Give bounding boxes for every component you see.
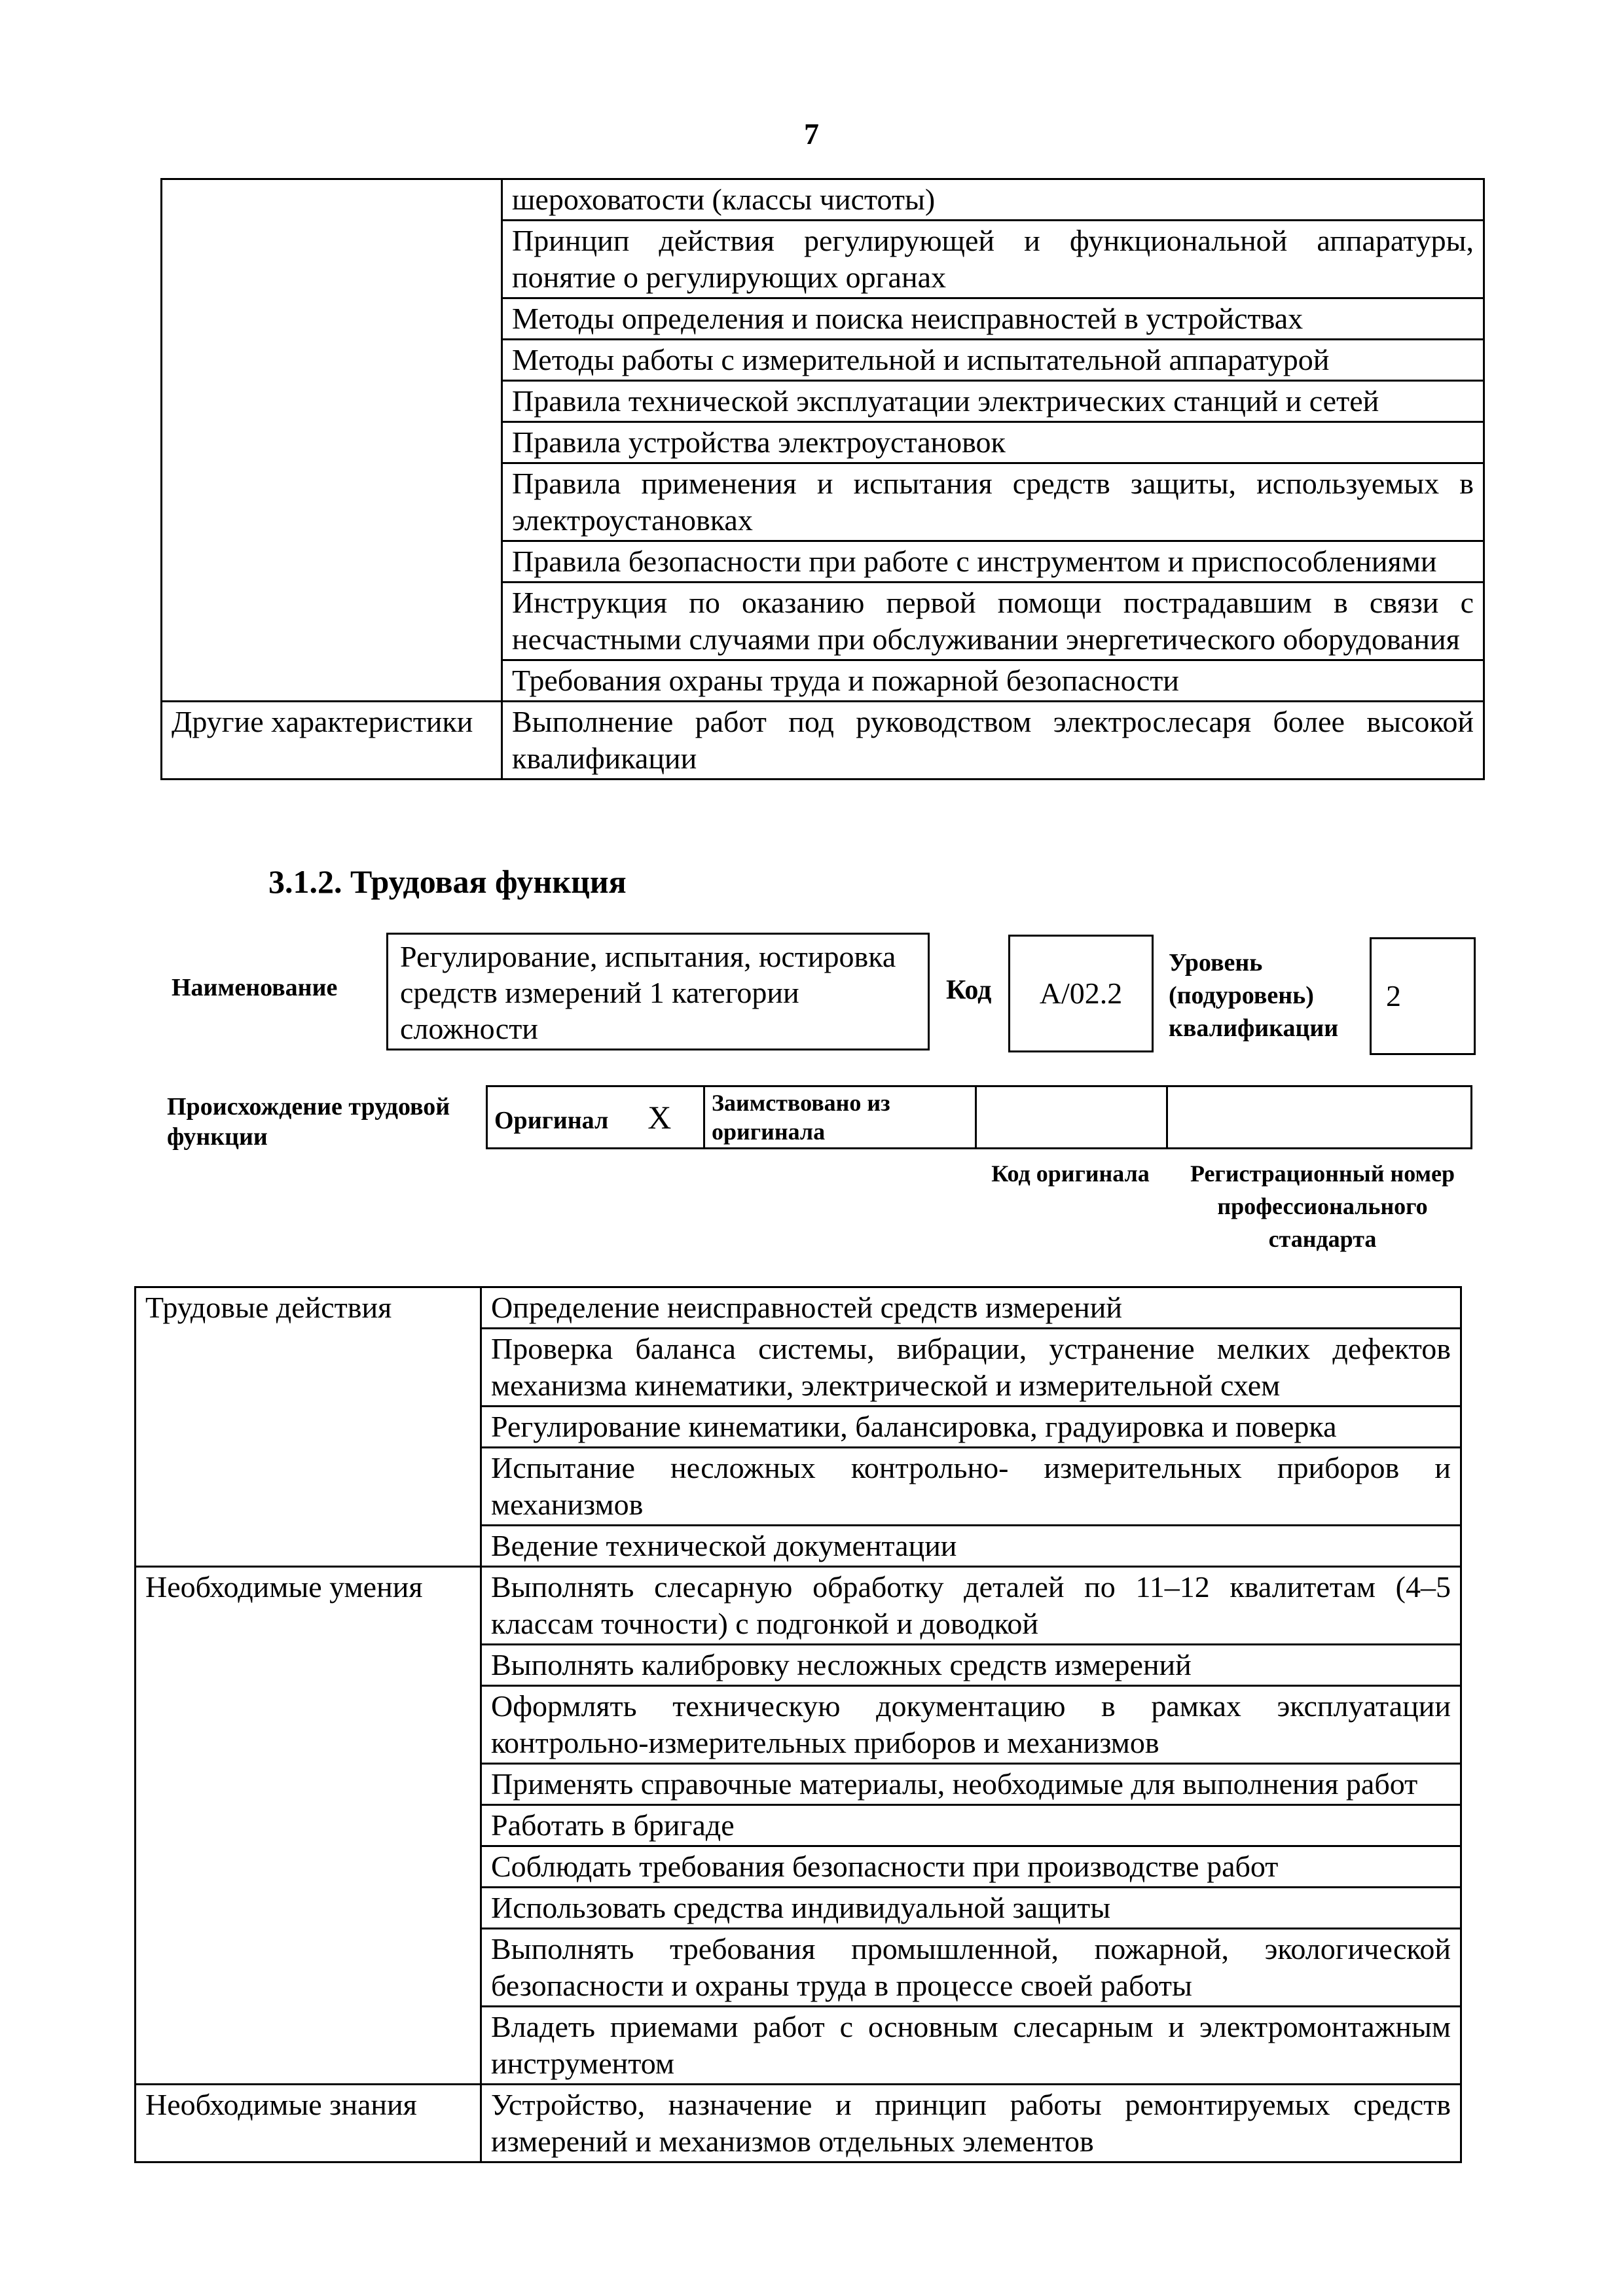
table-cell: Правила безопасности при работе с инструментом и приспособлениями [502,541,1484,583]
table-cell: Правила устройства электроустановок [502,422,1484,463]
table-cell: Требования охраны труда и пожарной безопасности [502,660,1484,702]
origin-label: Происхождение трудовой функции [167,1093,450,1151]
table-cell: Принцип действия регулирующей и функциональной аппаратуры, понятие о регулирующих органах [502,221,1484,298]
table-cell: Соблюдать требования безопасности при производстве работ [481,1846,1461,1888]
row-header [162,179,502,702]
code-original-caption: Код оригинала [991,1160,1150,1187]
table-cell: Использовать средства индивидуальной защиты [481,1888,1461,1929]
table-row [136,2085,1461,2162]
row-header-other-characteristics: Другие характеристики [162,702,502,780]
level-label: Уровень (подуровень) квалификации [1169,949,1339,1042]
reg-number-cell [1167,1086,1472,1149]
table-row [162,179,1484,221]
table-cell: Выполнять требования промышленной, пожарной, экологической безопасности и охраны труда в процессе своей работы [481,1929,1461,2007]
table-cell: Устройство, назначение и принцип работы ремонтируемых средств измерений и механизмов отдельных элементов [481,2085,1461,2162]
function-details-table [134,1286,1462,2163]
section-title: 3.1.2. Трудовая функция [268,863,627,900]
table-cell: Ведение технической документации [481,1526,1461,1567]
table-cell: Владеть приемами работ с основным слесарным и электромонтажным инструментом [481,2007,1461,2085]
original-cell [487,1086,704,1149]
table-cell: Определение неисправностей средств измерений [481,1287,1461,1329]
table-row [162,702,1484,780]
table-cell: Методы определения и поиска неисправностей в устройствах [502,298,1484,340]
function-name-box: Регулирование, испытания, юстировка средств измерений 1 категории сложности [386,933,930,1050]
table-cell: Применять справочные материалы, необходимые для выполнения работ [481,1764,1461,1805]
table-cell: Испытание несложных контрольно- измерительных приборов и механизмов [481,1448,1461,1526]
reg-number-caption: Регистрационный номер профессионального стандарта [1190,1160,1455,1252]
knowledge-table-continued [160,178,1485,780]
row-header-required-knowledge: Необходимые знания [136,2085,481,2162]
table-cell: Правила технической эксплуатации электрических станций и сетей [502,381,1484,422]
table-cell: Работать в бригаде [481,1805,1461,1846]
table-cell: Выполнять слесарную обработку деталей по 11–12 квалитетам (4–5 классам точности) с подгонкой и доводкой [481,1567,1461,1645]
table-cell: шероховатости (классы чистоты) [502,179,1484,221]
table-cell: Выполнение работ под руководством электрослесаря более высокой квалификации [502,702,1484,780]
table-cell: Выполнять калибровку несложных средств измерений [481,1645,1461,1686]
row-header-labor-actions: Трудовые действия [136,1287,481,1567]
name-label: Наименование [172,974,338,1001]
borrowed-label: Заимствовано из оригинала [704,1086,976,1149]
code-label: Код [946,975,992,1005]
original-mark: X [647,1099,672,1136]
level-value-box: 2 [1370,937,1476,1055]
origin-table [486,1085,1472,1149]
table-cell: Проверка баланса системы, вибрации, устранение мелких дефектов механизма кинематики, электрической и измерительной схем [481,1329,1461,1407]
code-value-box: А/02.2 [1008,935,1154,1052]
table-cell: Правила применения и испытания средств защиты, используемых в электроустановках [502,463,1484,541]
page-number: 7 [804,117,819,151]
code-original-cell [976,1086,1167,1149]
table-cell: Регулирование кинематики, балансировка, градуировка и поверка [481,1407,1461,1448]
original-label: Оригинал [494,1107,609,1134]
row-header-required-skills: Необходимые умения [136,1567,481,2085]
table-cell: Инструкция по оказанию первой помощи пострадавшим в связи с несчастными случаями при обслуживании энергетического оборудования [502,583,1484,660]
table-cell: Методы работы с измерительной и испытательной аппаратурой [502,340,1484,381]
table-row [136,1567,1461,1645]
table-row [136,1287,1461,1329]
table-cell: Оформлять техническую документацию в рамках эксплуатации контрольно-измерительных приборов и механизмов [481,1686,1461,1764]
